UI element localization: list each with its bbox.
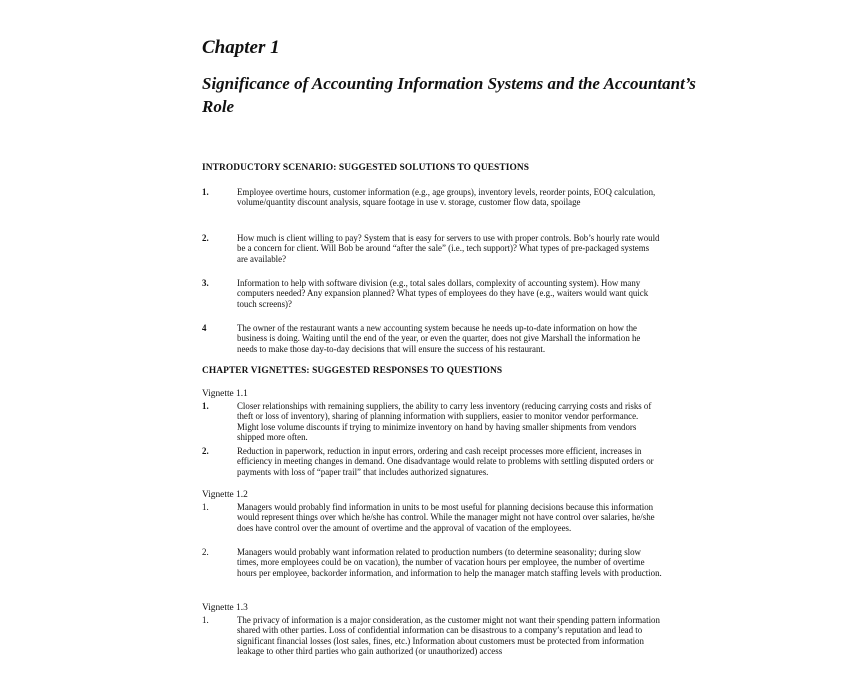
list-item xyxy=(202,615,662,656)
item-number: 2. xyxy=(202,547,209,557)
list-item xyxy=(202,233,662,264)
item-text: How much is client willing to pay? System that is easy for servers to use with proper controls. Bob’s hourly rate would be a concern for client. Will Bob be around “after the sale” (i.e., tech support)? What types of pre-packaged systems are available? xyxy=(237,233,660,264)
list-item xyxy=(202,547,662,578)
list-item xyxy=(202,502,662,533)
item-text: The privacy of information is a major consideration, as the customer might not want their spending pattern information shared with other parties. Loss of confidential information can be disastrous to a company’s reputation and lead to significant financial losses (lost sales, fines, etc.) Information about customers must be protected from information leakage to other third parties who gain authorized (or unauthorized) access xyxy=(237,615,660,656)
vignette-label: Vignette 1.2 xyxy=(202,490,248,500)
item-text: Reduction in paperwork, reduction in input errors, ordering and cash receipt processes more efficient, increases in efficiency in meeting changes in demand. One disadvantage would relate to problems with settling disputed orders or payments with loss of “paper trail” that includes authorized signatures. xyxy=(237,446,654,477)
item-number: 2. xyxy=(202,446,209,456)
vignette-label: Vignette 1.1 xyxy=(202,389,248,399)
item-number: 1. xyxy=(202,401,209,411)
list-item xyxy=(202,401,662,442)
item-text: Information to help with software division (e.g., total sales dollars, complexity of accounting system). How many computers needed? Any expansion planned? What types of employees do they have (e.g., waiters would want quick touch screens)? xyxy=(237,278,649,309)
vignette-label: Vignette 1.3 xyxy=(202,603,248,613)
item-number: 1. xyxy=(202,502,209,512)
item-text: Closer relationships with remaining suppliers, the ability to carry less inventory (reducing carrying costs and risks of theft or loss of inventory), sharing of planning information with suppliers, easier to monitor vendor performance. Might lose volume discounts if trying to minimize inventory on hand by having smaller shipments from vendors shipped more often. xyxy=(237,401,652,442)
item-number: 2. xyxy=(202,233,209,243)
list-item xyxy=(202,187,662,208)
item-number: 1. xyxy=(202,187,209,197)
item-number: 4 xyxy=(202,323,207,333)
section-heading-introductory: INTRODUCTORY SCENARIO: SUGGESTED SOLUTIONS TO QUESTIONS xyxy=(202,163,530,173)
item-number: 3. xyxy=(202,278,209,288)
item-text: Managers would probably find information in units to be most useful for planning decisions because this information would represent things over which he/she has control. While the manager might not have control over salaries, he/she does have control over the amount of overtime and the approval of vacation of the employees. xyxy=(237,502,655,533)
chapter-title: Significance of Accounting Information Systems and the Accountant’s Role xyxy=(202,74,696,116)
list-item xyxy=(202,446,662,477)
list-item xyxy=(202,278,662,309)
item-text: The owner of the restaurant wants a new accounting system because he needs up-to-date information on how the business is doing. Waiting until the end of the year, or even the quarter, does not give Marshall the information he needs to make those day-to-day decisions that will ensure the success of his restaurant. xyxy=(237,323,641,354)
item-number: 1. xyxy=(202,615,209,625)
item-text: Managers would probably want information related to production numbers (to determine seasonality; during slow times, more employees could be on vacation), the number of vacation hours per employee, the number of overtime hours per employee, backorder information, and information to help the manager match staffing levels with production. xyxy=(237,547,662,578)
section-heading-vignettes: CHAPTER VIGNETTES: SUGGESTED RESPONSES TO QUESTIONS xyxy=(202,366,503,376)
chapter-label: Chapter 1 xyxy=(202,37,280,58)
list-item xyxy=(202,323,662,354)
item-text: Employee overtime hours, customer information (e.g., age groups), inventory levels, reorder points, EOQ calculation, volume/quantity discount analysis, square footage in use v. storage, customer flow data, spoilage xyxy=(237,187,656,208)
